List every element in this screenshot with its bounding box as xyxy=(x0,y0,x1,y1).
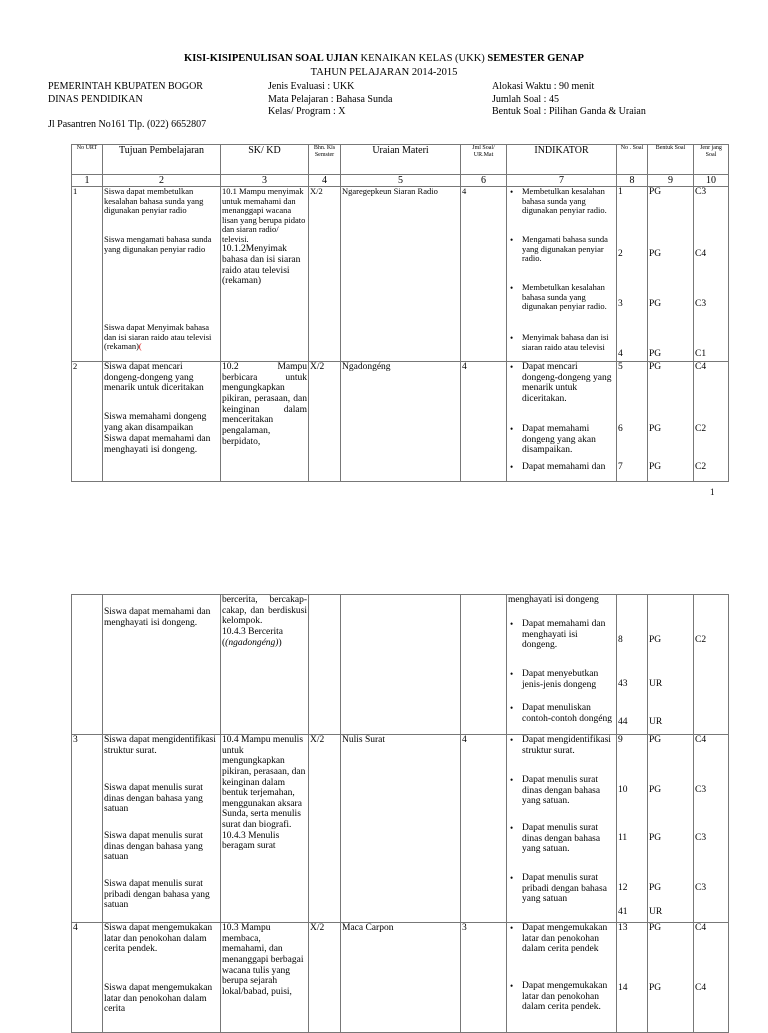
jml-cell: 3 xyxy=(461,923,507,1033)
indikator-item: • Dapat menyebutkan jenis-jenis dongeng xyxy=(508,669,615,703)
uraian-cell: Ngadongéng xyxy=(341,362,461,482)
col-number: 7 xyxy=(507,175,617,187)
indikator-item: menghayati isi dongeng xyxy=(508,595,599,605)
jml-cell: 4 xyxy=(461,187,507,362)
sk-item: 10.1.2Menyimak bahasa dan isi siaran raido atau televisi (rekaman) xyxy=(222,244,301,287)
tujuan-item: Siswa dapat menulis surat dinas dengan bahasa yang satuan xyxy=(104,783,203,815)
col-number: 10 xyxy=(694,175,729,187)
uraian-cell xyxy=(341,595,461,735)
tujuan-item: Siswa dapat memahami dan menghayati isi dongeng. xyxy=(104,607,211,628)
header-jml: Jml Soal/ UR.Mat xyxy=(461,145,507,175)
uraian-cell: Ngaregepkeun Siaran Radio xyxy=(341,187,461,362)
bhn-cell xyxy=(309,595,341,735)
header-no-soal: No . Soal xyxy=(617,145,648,175)
indikator-item: • Dapat memahami dongeng yang akan disampaikan. xyxy=(508,424,615,462)
indikator-cell xyxy=(507,362,617,482)
sk-kd-cell xyxy=(221,595,309,735)
kisi-table-page-1 xyxy=(71,144,729,482)
table-row xyxy=(72,735,729,923)
col-number: 5 xyxy=(341,175,461,187)
header-uraian: Uraian Materi xyxy=(341,145,461,175)
tujuan-item: Siswa mengamati bahasa sunda yang digunakan penyiar radio xyxy=(104,234,212,254)
no-soal-cell: 9 10 11 12 41 xyxy=(617,735,648,923)
jenis-evaluasi: Jenis Evaluasi : UKK xyxy=(268,81,355,92)
bentuk-cell: PG UR UR xyxy=(648,595,694,735)
org-name: PEMERINTAH KBUPATEN BOGOR xyxy=(48,81,203,92)
sk-item: 10.4.3 Menulis beragam surat xyxy=(222,830,280,852)
col-number: 8 xyxy=(617,175,648,187)
indikator-item: • Dapat mencari dongeng-dongeng yang menarik untuk diceritakan. xyxy=(508,362,615,424)
jml-cell: 4 xyxy=(461,362,507,482)
table-row xyxy=(72,187,729,362)
academic-year: TAHUN PELAJARAN 2014-2015 xyxy=(310,67,458,78)
indikator-item: • Dapat memahami dan menghayati isi dongeng. xyxy=(508,619,615,669)
sk-kd-cell xyxy=(221,187,309,362)
table-row xyxy=(72,362,729,482)
bentuk-cell: PG PG PG PG UR xyxy=(648,735,694,923)
col-number: 3 xyxy=(221,175,309,187)
sk-item: 10.4 Mampu menulis untuk mengungkapkan pikiran, perasaan, dan keinginan dalam bentuk terjemahan, menggunakan aksara Sunda, serta menulis surat dan biografi. xyxy=(222,735,306,830)
tujuan-cell xyxy=(103,595,221,735)
header-bhn: Bhn. Kls Semster xyxy=(309,145,341,175)
indikator-item: • Dapat mengemukakan latar dan penokohan dalam cerita pendek xyxy=(508,923,615,981)
sk-item: 10.1 Mampu menyimak untuk memahami dan menanggapi wacana lisan yang berupa pidato dan siaran radio/ televisi. xyxy=(222,186,306,244)
table-row xyxy=(72,595,729,735)
title-part-c: SEMESTER GENAP xyxy=(487,53,584,64)
kisi-table-page-2 xyxy=(71,594,729,1033)
org-address: Jl Pasantren No161 Tlp. (022) 6652807 xyxy=(48,119,207,130)
tujuan-item: Siswa memahami dongeng yang akan disampaikan xyxy=(104,412,207,433)
sk-kd-cell: 10.2 Mampu berbicara untuk mengungkapkan pikiran, perasaan, dan keinginan dalam menceritakan pengalaman, berpidato, xyxy=(221,362,309,482)
indikator-item: • Membetulkan kesalahan bahasa sunda yang digunakan penyiar radio. xyxy=(508,187,615,235)
jenjang-cell: C3 C4 C3 C1 xyxy=(694,187,729,362)
col-number: 6 xyxy=(461,175,507,187)
bhn-cell: X/2 xyxy=(309,187,341,362)
jumlah-soal: Jumlah Soal : 45 xyxy=(492,94,559,105)
bentuk-soal: Bentuk Soal : Pilihan Ganda & Uraian xyxy=(492,106,646,117)
row-no: 1 xyxy=(72,187,103,362)
col-number: 2 xyxy=(103,175,221,187)
no-soal-cell: 1 2 3 4 xyxy=(617,187,648,362)
tujuan-item: Siswa dapat membetulkan kesalahan bahasa sunda yang digunakan penyiar radio xyxy=(104,186,204,216)
tujuan-item: Siswa dapat Menyimak bahasa dan isi siaran raido atau televisi (rekaman)( xyxy=(104,322,212,352)
org-department: DINAS PENDIDIKAN xyxy=(48,94,143,105)
bentuk-cell: PG PG PG PG xyxy=(648,187,694,362)
mata-pelajaran: Mata Pelajaran : Bahasa Sunda xyxy=(268,94,393,105)
bhn-cell: X/2 xyxy=(309,735,341,923)
sk-kd-cell xyxy=(221,735,309,923)
document-title xyxy=(0,53,768,64)
indikator-cell xyxy=(507,187,617,362)
jml-cell: 4 xyxy=(461,735,507,923)
header-bentuk: Bentuk Soal xyxy=(648,145,694,175)
indikator-cell xyxy=(507,595,617,735)
bhn-cell: X/2 xyxy=(309,923,341,1033)
indikator-item: • Dapat mengidentifikasi struktur surat. xyxy=(508,735,615,775)
col-number: 9 xyxy=(648,175,694,187)
title-part-b: KENAIKAN KELAS (UKK) xyxy=(360,53,485,64)
table-header-row xyxy=(72,145,729,175)
sk-kd-cell: 10.3 Mampu membaca, memahami, dan menanggapi berbagai wacana tulis yang berupa sejarah lokal/babad, puisi, xyxy=(221,923,309,1033)
indikator-item: • Dapat menulis surat dinas dengan bahasa yang satuan. xyxy=(508,775,615,823)
header-tujuan: Tujuan Pembelajaran xyxy=(103,145,221,175)
bentuk-cell: PG PG PG xyxy=(648,362,694,482)
indikator-cell xyxy=(507,923,617,1033)
bhn-cell: X/2 xyxy=(309,362,341,482)
row-no: 3 xyxy=(72,735,103,923)
indikator-item: • Dapat memahami dan xyxy=(508,462,615,473)
header-jenjang: Jenr jang Soal xyxy=(694,145,729,175)
row-no: 4 xyxy=(72,923,103,1033)
tujuan-item: Siswa dapat menulis surat dinas dengan bahasa yang satuan xyxy=(104,831,203,863)
tujuan-item: Siswa dapat memahami dan menghayati isi dongeng. xyxy=(104,434,211,455)
jenjang-cell: C4 C4 xyxy=(694,923,729,1033)
tujuan-item: Siswa dapat menulis surat pribadi dengan bahasa yang satuan xyxy=(104,879,210,911)
jenjang-cell: C4 C2 C2 xyxy=(694,362,729,482)
sk-item: 10.4.3 Bercerita xyxy=(222,626,283,637)
no-soal-cell: 8 43 44 xyxy=(617,595,648,735)
sk-item: bercerita, bercakap-cakap, dan berdiskusi kelompok. xyxy=(222,595,307,627)
title-part-a: KISI-KISIPENULISAN SOAL UJIAN xyxy=(184,53,358,64)
tujuan-item: Siswa dapat mengidentifikasi struktur surat. xyxy=(104,735,216,756)
tujuan-item: Siswa dapat mengemukakan latar dan penokohan dalam cerita xyxy=(104,983,213,1015)
tujuan-cell xyxy=(103,923,221,1033)
col-number: 4 xyxy=(309,175,341,187)
tujuan-cell xyxy=(103,187,221,362)
no-soal-cell: 5 6 7 xyxy=(617,362,648,482)
kelas-program: Kelas/ Program : X xyxy=(268,106,346,117)
tujuan-cell xyxy=(103,362,221,482)
indikator-item: • Membetulkan kesalahan bahasa sunda yang digunakan penyiar radio. xyxy=(508,283,615,333)
jml-cell xyxy=(461,595,507,735)
indikator-item: • Dapat menuliskan contoh-contoh dongéng xyxy=(508,703,615,724)
no-soal-cell: 13 14 xyxy=(617,923,648,1033)
tujuan-item: Siswa dapat mengemukakan latar dan penokohan dalam cerita pendek. xyxy=(104,923,213,955)
uraian-cell: Maca Carpon xyxy=(341,923,461,1033)
uraian-cell: Nulis Surat xyxy=(341,735,461,923)
column-number-row xyxy=(72,175,729,187)
indikator-cell xyxy=(507,735,617,923)
page-number: 1 xyxy=(710,487,715,497)
indikator-item: • Menyimak bahasa dan isi siaran raido atau televisi xyxy=(508,333,615,352)
indikator-item: • Dapat menulis surat pribadi dengan bahasa yang satuan xyxy=(508,873,615,905)
alokasi-waktu: Alokasi Waktu : 90 menit xyxy=(492,81,595,92)
row-no xyxy=(72,595,103,735)
jenjang-cell: C2 xyxy=(694,595,729,735)
table-row xyxy=(72,923,729,1033)
jenjang-cell: C4 C3 C3 C3 xyxy=(694,735,729,923)
indikator-item: • Dapat mengemukakan latar dan penokohan dalam cerita pendek. xyxy=(508,981,615,1013)
tujuan-cell xyxy=(103,735,221,923)
header-indikator: INDIKATOR xyxy=(507,145,617,175)
tujuan-item: Siswa dapat mencari dongeng-dongeng yang menarik untuk diceritakan xyxy=(104,362,204,394)
header-sk-kd: SK/ KD xyxy=(221,145,309,175)
header-no: No URT xyxy=(72,145,103,175)
col-number: 1 xyxy=(72,175,103,187)
bentuk-cell: PG PG xyxy=(648,923,694,1033)
indikator-item: • Dapat menulis surat dinas dengan bahasa yang satuan. xyxy=(508,823,615,873)
indikator-item: • Mengamati bahasa sunda yang digunakan penyiar radio. xyxy=(508,235,615,283)
sk-item: ((ngadongéng)) xyxy=(222,637,282,648)
row-no: 2 xyxy=(72,362,103,482)
